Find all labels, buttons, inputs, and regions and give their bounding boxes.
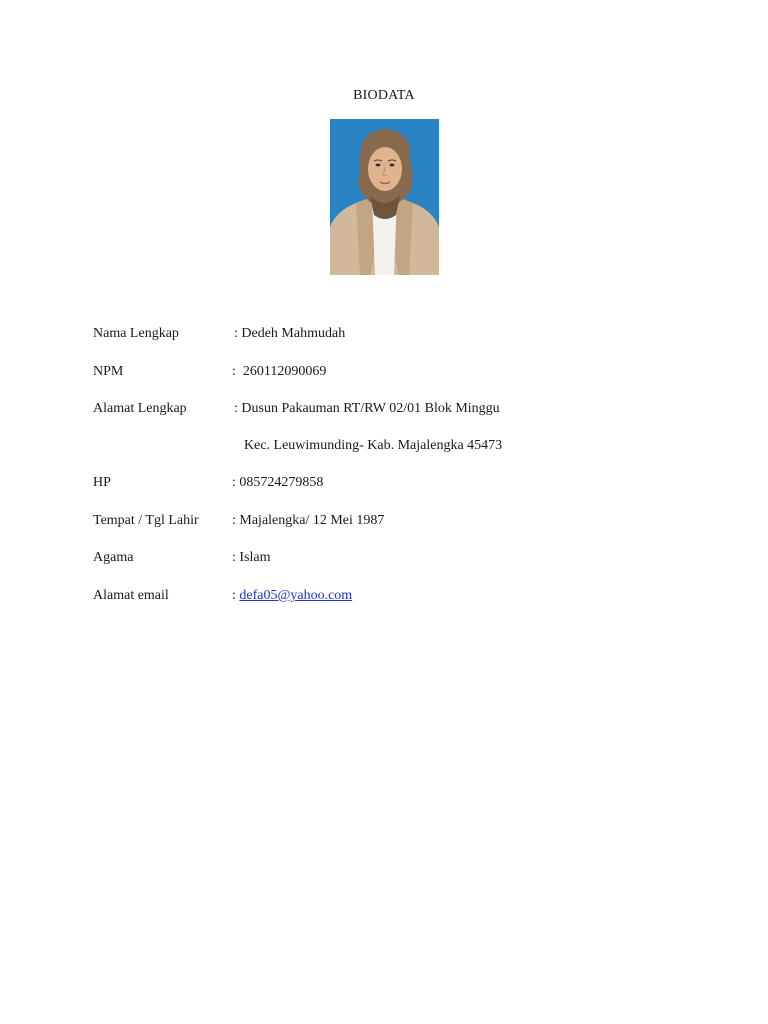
alamat-lengkap-label: Alamat Lengkap (93, 401, 187, 416)
hp-value: : 085724279858 (232, 475, 324, 490)
alamat-lengkap-value: : Dusun Pakauman RT/RW 02/01 Blok Minggu (234, 401, 500, 416)
email-separator: : (232, 588, 240, 603)
npm-value: : 260112090069 (232, 364, 327, 379)
nama-lengkap-label: Nama Lengkap (93, 326, 179, 341)
nama-lengkap-value: : Dedeh Mahmudah (234, 326, 346, 341)
alamat-email-value (232, 586, 352, 606)
alamat-email-label: Alamat email (93, 588, 169, 603)
email-link[interactable]: defa05@yahoo.com (239, 588, 353, 603)
hp-label: HP (93, 475, 111, 490)
tempat-tgl-lahir-label: Tempat / Tgl Lahir (93, 513, 199, 528)
tempat-tgl-lahir-value: : Majalengka/ 12 Mei 1987 (232, 513, 385, 528)
portrait-photo (330, 119, 439, 275)
alamat-lengkap-value-line2: Kec. Leuwimunding- Kab. Majalengka 45473 (244, 438, 503, 453)
npm-label: NPM (93, 364, 124, 379)
agama-label: Agama (93, 550, 134, 565)
agama-value: : Islam (232, 550, 271, 565)
page-title: BIODATA (353, 88, 415, 103)
